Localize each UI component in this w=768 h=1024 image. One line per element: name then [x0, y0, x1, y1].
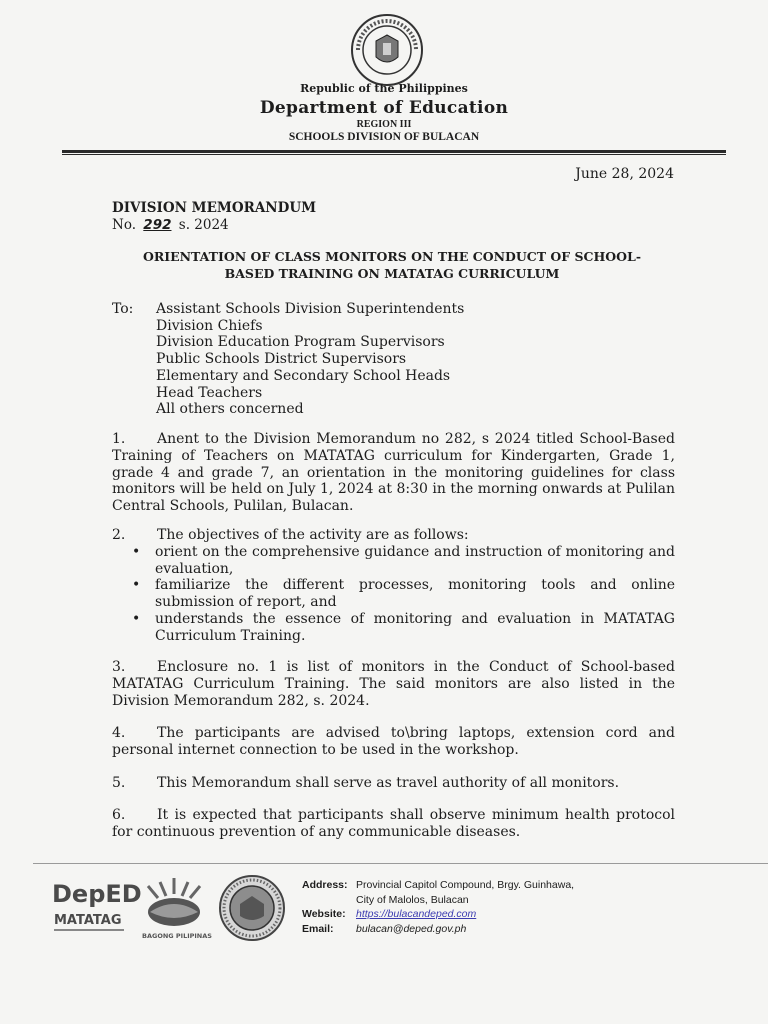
memo-subject — [112, 248, 672, 282]
deped-logo-text: DepED — [52, 880, 142, 908]
address-label: Address: — [302, 879, 348, 891]
paragraph-text: Enclosure no. 1 is list of monitors in the Conduct of School-based MATATAG Curriculum Training. The said monitors are also listed in the Division Memorandum 282, s. 2024. — [112, 659, 675, 709]
paragraph-number: 4. — [112, 725, 126, 741]
paragraph-1 — [112, 431, 675, 515]
region-line: REGION III — [356, 119, 412, 130]
recipient-list — [156, 301, 464, 418]
paragraph-6 — [112, 807, 675, 841]
memo-number-handwritten: 292 — [143, 217, 172, 233]
objective-item — [112, 611, 675, 645]
email-value[interactable]: bulacan@deped.gov.ph — [356, 922, 467, 935]
division-line: SCHOOLS DIVISION OF BULACAN — [288, 131, 480, 143]
subject-line-2: BASED TRAINING ON MATATAG CURRICULUM — [224, 266, 560, 281]
objective-text: familiarize the different processes, monitoring tools and online submission of report, and — [155, 577, 675, 611]
republic-line: Republic of the Philippines — [300, 82, 468, 95]
paragraph-number: 5. — [112, 775, 126, 791]
recipient-item: Head Teachers — [156, 384, 263, 401]
objective-item — [112, 577, 675, 611]
website-label: Website: — [302, 908, 346, 920]
email-row — [302, 922, 574, 937]
address-value-2: City of Malolos, Bulacan — [356, 893, 469, 906]
recipient-item: All others concerned — [156, 401, 304, 418]
objective-item — [112, 544, 675, 578]
bullet-icon: • — [132, 543, 141, 560]
recipient-item: Division Chiefs — [156, 317, 263, 334]
bullet-icon: • — [132, 577, 141, 594]
address-row — [302, 878, 574, 893]
bagong-logo-text: BAGONG PILIPINAS — [142, 932, 212, 940]
paragraph-text: Anent to the Division Memorandum no 282, s 2024 titled School-Based Training of Teachers on MATATAG curriculum for Kindergarten, Grade 1, grade 4 and grade 7, an orientation in the monitoring guidelines for class monitors will be held on July 1, 2024 at 8:30 in the morning onwards at Pulilan Central Schools, Pulilan, Bulacan. — [112, 431, 675, 515]
website-link[interactable]: https://bulacandeped.com — [356, 908, 477, 920]
objective-text: understands the essence of monitoring and evaluation in MATATAG Curriculum Training. — [155, 610, 675, 644]
recipient-item: Assistant Schools Division Superintendents — [156, 301, 465, 317]
paragraph-number: 1. — [112, 431, 126, 447]
paragraph-2 — [112, 527, 675, 645]
paragraph-3 — [112, 659, 675, 709]
to-label: To: — [112, 301, 134, 317]
bagong-pilipinas-logo — [138, 876, 210, 942]
website-row — [302, 907, 574, 922]
recipient-item: Public Schools District Supervisors — [156, 351, 407, 368]
footer-contact — [302, 878, 574, 936]
memo-title: DIVISION MEMORANDUM — [112, 200, 317, 216]
memo-series: s. 2024 — [178, 217, 229, 233]
recipient-item: Division Education Program Supervisors — [156, 334, 445, 351]
recipient-item: Elementary and Secondary School Heads — [156, 367, 451, 384]
paragraph-number: 6. — [112, 807, 126, 823]
matatag-logo-text: MATATAG — [54, 913, 122, 928]
paragraph-number: 3. — [112, 659, 126, 675]
paragraph-text: This Memorandum shall serve as travel authority of all monitors. — [157, 775, 620, 791]
paragraph-text: It is expected that participants shall observe minimum health protocol for continuous prevention of any communicable diseases. — [112, 807, 675, 840]
objective-text: orient on the comprehensive guidance and instruction of monitoring and evaluation, — [155, 543, 675, 577]
deped-matatag-logo — [50, 872, 142, 942]
paragraph-number: 2. — [112, 527, 126, 543]
paragraph-text: The objectives of the activity are as follows: — [157, 527, 469, 543]
objectives-list — [112, 544, 675, 645]
memo-number — [112, 217, 229, 233]
footer-divider — [33, 863, 768, 864]
address-row-2 — [302, 893, 574, 908]
memo-number-prefix: No. — [112, 217, 136, 233]
bullet-icon: • — [132, 610, 141, 627]
address-value: Provincial Capitol Compound, Brgy. Guinhawa, — [356, 879, 575, 891]
deped-seal-icon — [350, 13, 424, 87]
paragraph-4 — [112, 725, 675, 759]
department-line: Department of Education — [259, 98, 509, 118]
header-divider-thin — [62, 154, 726, 155]
subject-line-1: ORIENTATION OF CLASS MONITORS ON THE CONDUCT OF SCHOOL- — [142, 249, 642, 264]
email-label: Email: — [302, 922, 334, 935]
memo-date: June 28, 2024 — [575, 166, 674, 182]
division-seal-icon — [218, 874, 286, 942]
header-divider — [62, 150, 726, 153]
paragraph-text: The participants are advised to\bring laptops, extension cord and personal internet connection to be used in the workshop. — [112, 725, 675, 758]
paragraph-5 — [112, 775, 675, 792]
